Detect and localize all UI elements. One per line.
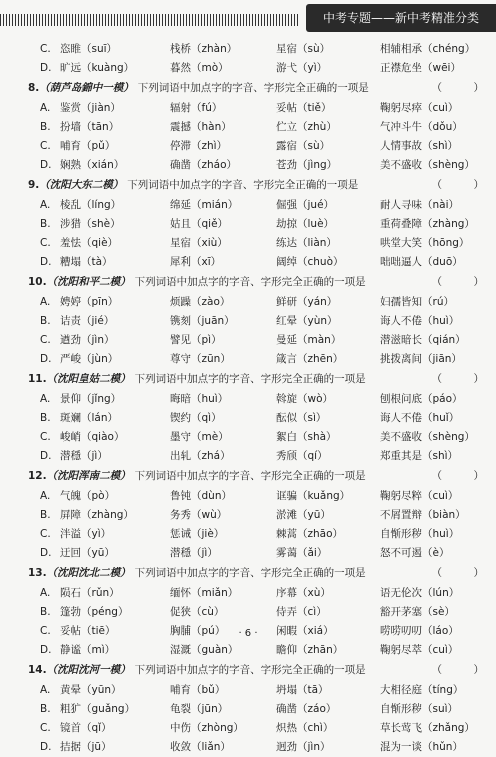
option-word: 恣睢（suī）	[60, 43, 118, 55]
option-row	[28, 719, 484, 738]
option-label[interactable]: D.	[40, 644, 52, 656]
option-label[interactable]: A.	[40, 102, 51, 114]
option-word: 羞怯（qiè）	[60, 237, 119, 249]
option-label[interactable]: A.	[40, 587, 51, 599]
option-row	[28, 137, 484, 156]
option-row	[28, 738, 484, 757]
option-word: 陨石（rǔn）	[60, 587, 120, 599]
option-word: 挑拨离间（jiān）	[380, 353, 462, 365]
question-number: 10.	[28, 276, 47, 288]
option-word: 鞠躬尽萃（cuì）	[380, 644, 459, 656]
option-word: 譬见（pì）	[170, 334, 222, 346]
option-word: 闲暇（xiá）	[276, 625, 334, 637]
option-word: 辐射（fú）	[170, 102, 223, 114]
question-source: （沈阳大东二模）	[39, 179, 124, 191]
option-word: 篷勃（péng）	[60, 606, 129, 618]
option-word: 拮据（jū）	[60, 741, 112, 753]
option-row	[28, 584, 484, 603]
option-word: 相辅相承（chéng）	[380, 43, 476, 55]
option-word: 龟裂（jūn）	[170, 703, 229, 715]
option-word: 郑重其是（shì）	[380, 450, 459, 462]
answer-blank[interactable]: （ ）	[431, 567, 484, 579]
option-word: 自惭形秽（huì）	[380, 528, 460, 540]
option-word: 胸脯（pú）	[170, 625, 226, 637]
question-text: 下列词语中加点字的字音、字形完全正确的一项是	[134, 567, 366, 579]
option-word: 哄堂大笑（hōng）	[380, 237, 470, 249]
question-number: 8.	[28, 82, 40, 94]
page-header	[0, 0, 496, 40]
option-word: 潜滋暗长（qián）	[380, 334, 466, 346]
option-word: 咄咄逼人（duō）	[380, 256, 463, 268]
option-word: 静谧（mì）	[60, 644, 116, 656]
option-word: 劫掠（luè）	[276, 218, 335, 230]
option-label[interactable]: C.	[40, 722, 51, 734]
answer-blank[interactable]: （ ）	[431, 82, 484, 94]
question-heading	[28, 563, 484, 584]
option-word: 粗犷（guǎng）	[60, 703, 136, 715]
question-number: 13.	[28, 567, 47, 579]
question-source: （葫芦岛錦中一模）	[39, 82, 134, 94]
option-word: 墨守（mè）	[170, 431, 229, 443]
option-row	[28, 59, 484, 78]
option-word: 诲人不倦（huì）	[380, 315, 460, 327]
option-label[interactable]: C.	[40, 43, 51, 55]
option-row	[28, 525, 484, 544]
option-word: 旷远（kuàng）	[60, 62, 135, 74]
page-number: · 6 ·	[238, 628, 258, 639]
option-label[interactable]: B.	[40, 218, 51, 230]
option-word: 迥劲（jìn）	[276, 741, 331, 753]
option-word: 苍劲（jìng）	[276, 159, 338, 171]
option-word: 豁开茅塞（sè）	[380, 606, 455, 618]
option-word: 诓骗（kuǎng）	[276, 490, 351, 502]
question-number: 12.	[28, 470, 47, 482]
option-word: 絮白（shà）	[276, 431, 337, 443]
option-word: 糟塌（tà）	[60, 256, 113, 268]
option-word: 锲约（qì）	[170, 412, 222, 424]
option-word: 妥帖（tiě）	[276, 102, 332, 114]
question-number: 14.	[28, 664, 47, 676]
option-label[interactable]: C.	[40, 625, 51, 637]
option-word: 鉴赏（jiàn）	[60, 102, 121, 114]
option-word: 气魄（pò）	[60, 490, 116, 502]
option-word: 星宿（sù）	[276, 43, 331, 55]
question-text: 下列词语中加点字的字音、字形完全正确的一项是	[134, 276, 366, 288]
option-label[interactable]: B.	[40, 412, 51, 424]
option-word: 坍塌（tā）	[276, 684, 329, 696]
option-label[interactable]: B.	[40, 509, 51, 521]
option-row	[28, 118, 484, 137]
option-word: 棱乱（líng）	[60, 199, 122, 211]
answer-blank[interactable]: （ ）	[431, 179, 484, 191]
answer-blank[interactable]: （ ）	[431, 276, 484, 288]
option-row	[28, 409, 484, 428]
option-row	[28, 641, 484, 660]
question-number: 11.	[28, 373, 47, 385]
option-word: 娴熟（xián）	[60, 159, 125, 171]
option-word: 伫立（zhù）	[276, 121, 337, 133]
option-word: 缅怀（miǎn）	[170, 587, 239, 599]
option-label[interactable]: D.	[40, 256, 52, 268]
option-row	[28, 350, 484, 369]
option-word: 鲁钝（dùn）	[170, 490, 232, 502]
question-heading	[28, 369, 484, 390]
option-word: 秀颀（qí）	[276, 450, 328, 462]
option-word: 犀利（xī）	[170, 256, 222, 268]
option-word: 瞻仰（zhān）	[276, 644, 344, 656]
option-word: 镜首（qǐ）	[60, 722, 112, 734]
option-word: 收敛（liǎn）	[170, 741, 231, 753]
option-word: 妥帖（tiē）	[60, 625, 116, 637]
option-label[interactable]: D.	[40, 741, 52, 753]
answer-blank[interactable]: （ ）	[431, 373, 484, 385]
option-row	[28, 234, 484, 253]
option-word: 诘责（jié）	[60, 315, 115, 327]
question-heading	[28, 466, 484, 487]
option-word: 露宿（sù）	[276, 140, 331, 152]
option-word: 促狭（cù）	[170, 606, 225, 618]
option-row	[28, 390, 484, 409]
option-row	[28, 40, 484, 59]
option-word: 哺育（pǔ）	[60, 140, 116, 152]
question-list	[28, 40, 484, 757]
question-source: （沈阳沈河一模）	[46, 664, 131, 676]
question-text: 下列词语中加点字的字音、字形完全正确的一项是	[127, 179, 359, 191]
option-word: 曼延（màn）	[276, 334, 342, 346]
option-word: 黄晕（yūn）	[60, 684, 122, 696]
option-word: 确凿（záo）	[276, 703, 337, 715]
option-word: 尊守（zūn）	[170, 353, 231, 365]
option-row	[28, 99, 484, 118]
option-word: 倔强（jué）	[276, 199, 335, 211]
option-label[interactable]: B.	[40, 703, 51, 715]
option-word: 侍弄（cì）	[276, 606, 327, 618]
option-row	[28, 253, 484, 272]
option-row	[28, 447, 484, 466]
question-text: 下列词语中加点字的字音、字形完全正确的一项是	[134, 470, 366, 482]
option-word: 序幕（xù）	[276, 587, 331, 599]
option-label[interactable]: D.	[40, 547, 52, 559]
option-label[interactable]: A.	[40, 393, 51, 405]
option-label[interactable]: D.	[40, 450, 52, 462]
option-word: 确凿（zháo）	[170, 159, 238, 171]
option-word: 泮溢（yì）	[60, 528, 112, 540]
option-word: 淤滩（yū）	[276, 509, 331, 521]
option-word: 练达（liàn）	[276, 237, 337, 249]
option-word: 潜穩（jì）	[60, 450, 108, 462]
option-word: 镌刻（juān）	[170, 315, 235, 327]
option-word: 游弋（yì）	[276, 62, 328, 74]
option-word: 中伤（zhòng）	[170, 722, 244, 734]
option-word: 炽热（chì）	[276, 722, 334, 734]
question-heading	[28, 78, 484, 99]
option-word: 自惭形秽（suì）	[380, 703, 459, 715]
header-tab: 中考专题——新中考精准分类	[306, 4, 496, 32]
option-label[interactable]: A.	[40, 296, 51, 308]
option-word: 美不盛收（shèng）	[380, 159, 475, 171]
option-row	[28, 603, 484, 622]
option-row	[28, 487, 484, 506]
option-word: 震撼（hàn）	[170, 121, 232, 133]
option-word: 潜穩（jì）	[170, 547, 218, 559]
question-heading	[28, 660, 484, 681]
header-hatch-decoration	[0, 14, 300, 26]
option-word: 怒不可遏（è）	[380, 547, 450, 559]
option-label[interactable]: D.	[40, 353, 52, 365]
option-word: 晦暗（huì）	[170, 393, 229, 405]
option-label[interactable]: B.	[40, 315, 51, 327]
question-source: （沈阳沈北二模）	[46, 567, 131, 579]
option-row	[28, 331, 484, 350]
option-word: 栈桥（zhàn）	[170, 43, 238, 55]
option-word: 箴言（zhēn）	[276, 353, 344, 365]
option-row	[28, 681, 484, 700]
option-word: 鲜研（yán）	[276, 296, 338, 308]
answer-blank[interactable]: （ ）	[431, 470, 484, 482]
option-word: 娉婷（pīn）	[60, 296, 119, 308]
option-word: 屏障（zhàng）	[60, 509, 134, 521]
question-source: （沈阳浑南二模）	[46, 470, 131, 482]
option-word: 妇孺皆知（rú）	[380, 296, 454, 308]
option-word: 迂回（yū）	[60, 547, 115, 559]
option-label[interactable]: C.	[40, 431, 51, 443]
option-word: 混为一谈（hǔn）	[380, 741, 463, 753]
question-source: （沈阳皇姑二模）	[46, 373, 131, 385]
question-text: 下列词语中加点字的字音、字形完全正确的一项是	[134, 373, 366, 385]
option-word: 红晕（yùn）	[276, 315, 338, 327]
option-label[interactable]: D.	[40, 62, 52, 74]
option-row	[28, 312, 484, 331]
option-word: 景仰（jǐng）	[60, 393, 122, 405]
option-label[interactable]: A.	[40, 490, 51, 502]
option-word: 雾蔼（ǎi）	[276, 547, 328, 559]
option-word: 重荷叠障（zhàng）	[380, 218, 475, 230]
option-word: 棘蒿（zhāo）	[276, 528, 344, 540]
option-word: 湿溉（guàn）	[170, 644, 239, 656]
option-word: 烦躁（zào）	[170, 296, 231, 308]
option-word: 严峻（jùn）	[60, 353, 119, 365]
option-label[interactable]: C.	[40, 334, 51, 346]
option-word: 停滞（zhì）	[170, 140, 228, 152]
option-label[interactable]: A.	[40, 684, 51, 696]
option-label[interactable]: A.	[40, 199, 51, 211]
option-row	[28, 506, 484, 525]
option-word: 星宿（xiù）	[170, 237, 228, 249]
option-row	[28, 196, 484, 215]
question-heading	[28, 175, 484, 196]
option-word: 哺育（bǔ）	[170, 684, 226, 696]
option-word: 鞠躬尽粹（cuì）	[380, 490, 459, 502]
option-row	[28, 215, 484, 234]
option-word: 唠唠叨叨（láo）	[380, 625, 459, 637]
option-word: 务秀（wù）	[170, 509, 228, 521]
option-row	[28, 293, 484, 312]
option-word: 峻峭（qiào）	[60, 431, 125, 443]
option-word: 气冲斗牛（dǒu）	[380, 121, 463, 133]
option-row	[28, 428, 484, 447]
option-word: 涉猎（shè）	[60, 218, 121, 230]
option-label[interactable]: B.	[40, 606, 51, 618]
answer-blank[interactable]: （ ）	[431, 664, 484, 676]
option-word: 鞠躬尽瘁（cuì）	[380, 102, 459, 114]
question-text: 下列词语中加点字的字音、字形完全正确的一项是	[137, 82, 369, 94]
option-word: 遒劲（jìn）	[60, 334, 115, 346]
option-word: 出轧（zhá）	[170, 450, 231, 462]
option-word: 斑斓（lán）	[60, 412, 119, 424]
option-word: 刨根问底（páo）	[380, 393, 463, 405]
option-label[interactable]: C.	[40, 528, 51, 540]
option-word: 绵延（mián）	[170, 199, 239, 211]
option-word: 大相径庭（tíng）	[380, 684, 464, 696]
option-word: 暮然（mò）	[170, 62, 229, 74]
option-word: 正襟危坐（wēi）	[380, 62, 461, 74]
option-word: 姑且（qiě）	[170, 218, 229, 230]
option-word: 人情事故（shì）	[380, 140, 459, 152]
option-word: 酝似（sì）	[276, 412, 327, 424]
option-word: 语无伦次（lún）	[380, 587, 460, 599]
option-label[interactable]: B.	[40, 121, 51, 133]
question-text: 下列词语中加点字的字音、字形完全正确的一项是	[134, 664, 366, 676]
option-word: 不屑置辩（biàn）	[380, 509, 466, 521]
question-heading	[28, 272, 484, 293]
option-label[interactable]: C.	[40, 140, 51, 152]
question-number: 9.	[28, 179, 40, 191]
option-row	[28, 544, 484, 563]
option-label[interactable]: C.	[40, 237, 51, 249]
option-row	[28, 156, 484, 175]
option-word: 斡旋（wò）	[276, 393, 334, 405]
option-word: 阔绰（chuò）	[276, 256, 344, 268]
option-word: 耐人寻味（nài）	[380, 199, 460, 211]
option-word: 草长莺飞（zhǎng）	[380, 722, 475, 734]
option-label[interactable]: D.	[40, 159, 52, 171]
option-word: 美不盛收（shèng）	[380, 431, 475, 443]
option-word: 扮墙（tān）	[60, 121, 120, 133]
question-source: （沈阳和平二模）	[46, 276, 131, 288]
option-row	[28, 700, 484, 719]
option-word: 惩诫（jiè）	[170, 528, 225, 540]
option-word: 诲人不倦（huǐ）	[380, 412, 460, 424]
